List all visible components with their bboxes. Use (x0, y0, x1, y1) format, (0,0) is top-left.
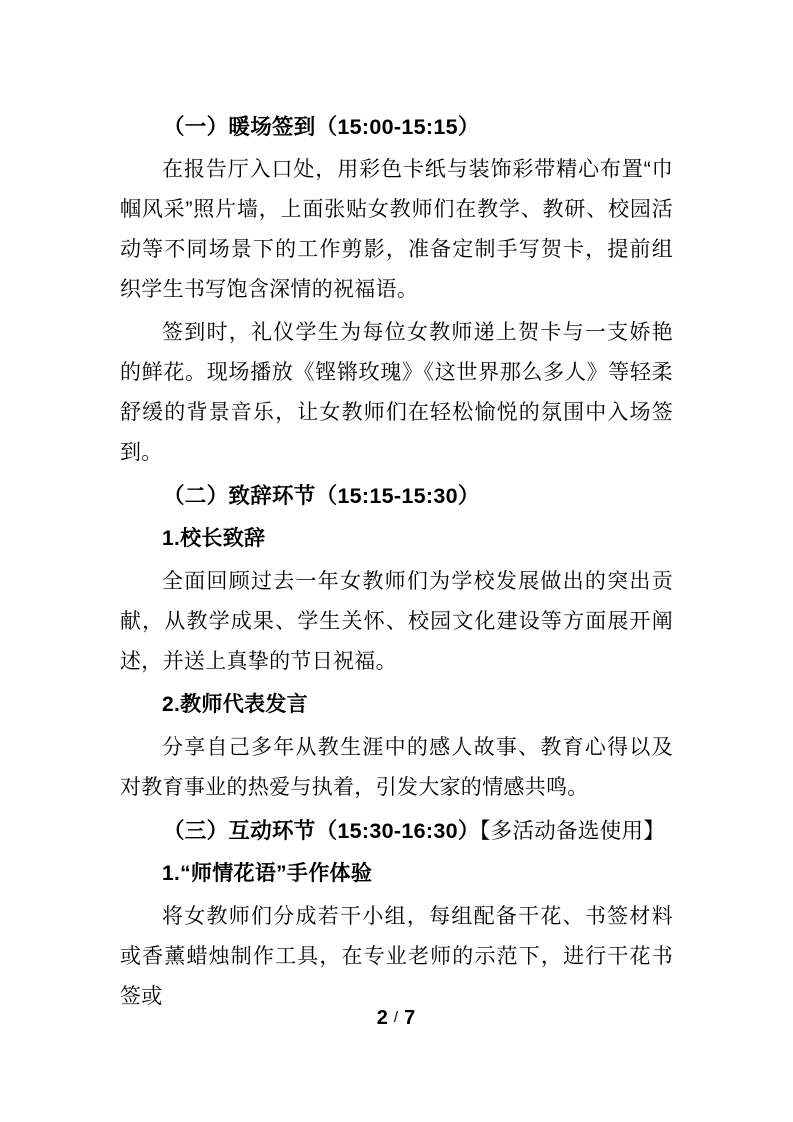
subheading-principal-speech: 1.校长致辞 (162, 527, 266, 550)
page-number-total: 7 (404, 1007, 417, 1029)
heading-interactive-session-title: （三）互动环节（15:30-16:30） (163, 819, 480, 843)
subheading-teacher-representative-speech: 2.教师代表发言 (162, 693, 308, 716)
document-content (120, 107, 673, 1017)
paragraph-signin-flowers-music: 签到时，礼仪学生为每位女教师递上贺卡与一支娇艳的鲜花。现场播放《铿锵玫瑰》《这世界那么多人》等轻柔舒缓的背景音乐，让女教师们在轻松愉悦的氛围中入场签到。 (120, 321, 673, 464)
paragraph-photo-wall: 在报告厅入口处，用彩色卡纸与装饰彩带精心布置“巾帼风采”照片墙，上面张贴女教师们在教学、教研、校园活动等不同场景下的工作剪影，准备定制手写贺卡，提前组织学生书写饱含深情的祝福语。 (120, 158, 673, 301)
page-number (0, 1007, 793, 1030)
heading-warmup-signin: （一）暖场签到（15:00-15:15） (163, 115, 480, 139)
heading-interactive-session-note: 【多活动备选使用】 (479, 819, 666, 843)
heading-speech-session: （二）致辞环节（15:15-15:30） (163, 484, 480, 508)
paragraph-flower-craft-detail: 将女教师们分成若干小组，每组配备干花、书签材料或香薰蜡烛制作工具，在专业老师的示范下，进行干花书签或 (120, 905, 673, 1008)
heading-interactive-session (120, 811, 673, 851)
paragraph-principal-speech-detail: 全面回顾过去一年女教师们为学校发展做出的突出贡献，从教学成果、学生关怀、校园文化建设等方面展开阐述，并送上真挚的节日祝福。 (120, 570, 673, 673)
subheading-flower-craft: 1.“师情花语”手作体验 (162, 862, 373, 885)
page-number-current: 2 (376, 1007, 389, 1029)
page-number-separator: / (393, 1009, 400, 1026)
paragraph-teacher-representative-detail: 分享自己多年从教生涯中的感人故事、教育心得以及对教育事业的热爱与执着，引发大家的情感共鸣。 (120, 736, 673, 799)
